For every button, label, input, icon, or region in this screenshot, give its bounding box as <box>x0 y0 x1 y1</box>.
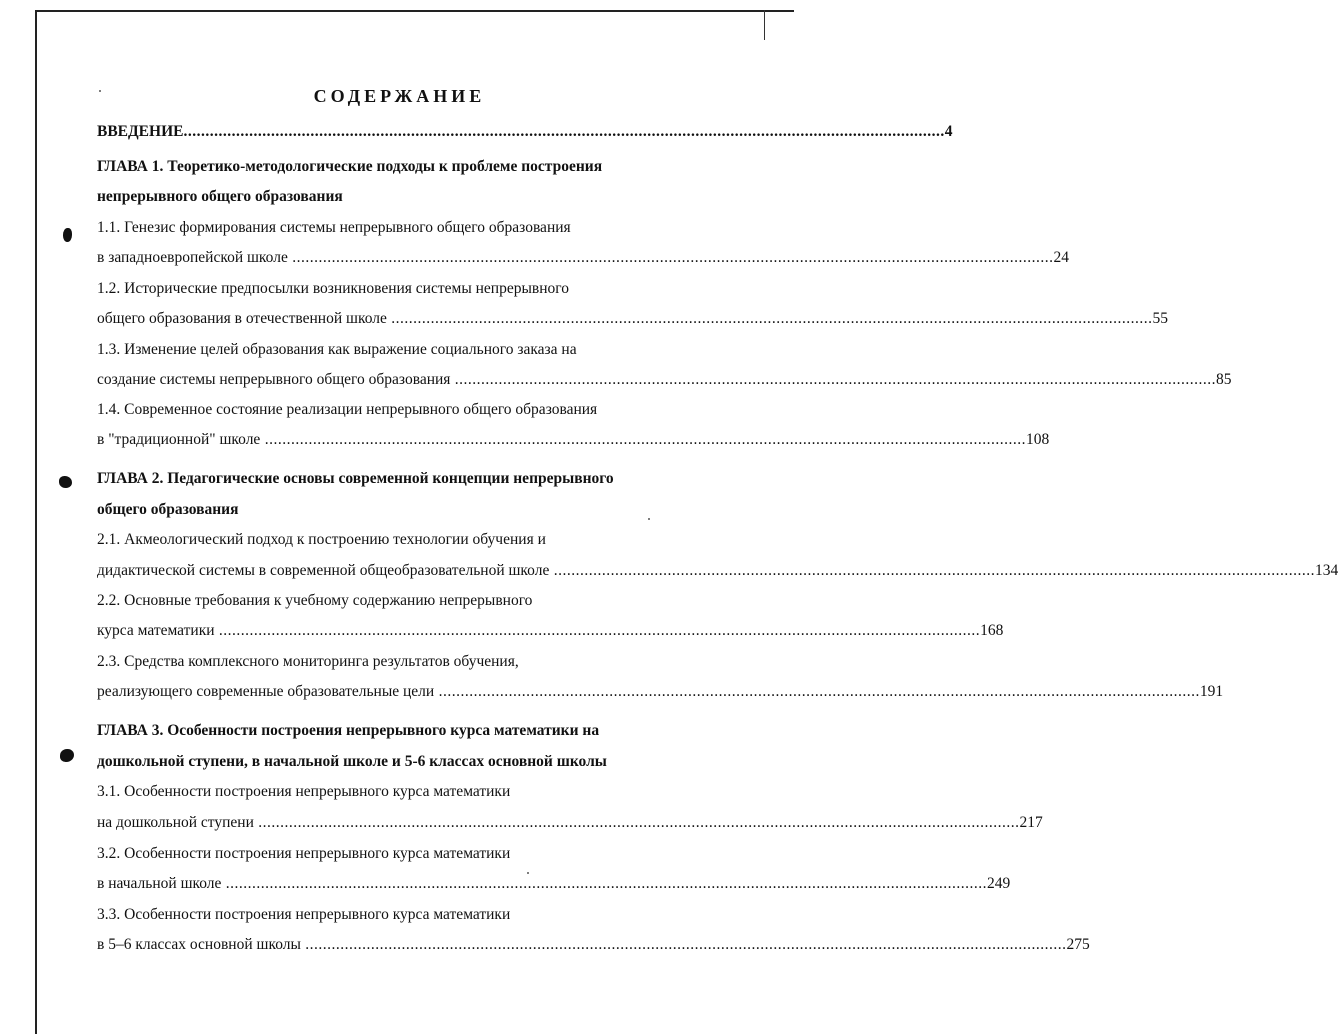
section-1-4-line1[interactable]: 1.4. Современное состояние реализации непрерывного общего образования <box>97 401 598 418</box>
chapter-1-heading-line1[interactable]: ГЛАВА 1. Теоретико-методологические подходы к проблеме построения <box>97 158 603 175</box>
scan-speck <box>648 518 650 520</box>
chapter-2-heading-line1[interactable]: ГЛАВА 2. Педагогические основы современной концепции непрерывного <box>97 470 614 487</box>
section-2-3-page: 191 <box>1199 683 1224 700</box>
section-2-1-line2[interactable]: дидактической системы в современной общеобразовательной школе .............................................................................................................................................................................. 134 <box>97 559 693 583</box>
scan-edge-right <box>764 10 765 40</box>
section-1-3-line2[interactable]: создание системы непрерывного общего образования .............................................................................................................................................................................. 85 <box>97 368 693 392</box>
section-2-3-line2[interactable]: реализующего современные образовательные цели .............................................................................................................................................................................. 191 <box>97 680 693 704</box>
section-3-3-page: 275 <box>1066 936 1090 953</box>
section-3-2-page: 249 <box>987 875 1011 892</box>
toc-intro-page: 4 <box>944 123 953 140</box>
section-1-1-page: 24 <box>1053 249 1069 266</box>
binder-mark-1 <box>63 228 72 242</box>
section-1-4-line2[interactable]: в "традиционной" школе .............................................................................................................................................................................. 108 <box>97 428 693 452</box>
section-1-2-line1[interactable]: 1.2. Исторические предпосылки возникновения системы непрерывного <box>97 280 569 297</box>
section-1-2-page: 55 <box>1152 310 1168 327</box>
section-2-2-line1[interactable]: 2.2. Основные требования к учебному содержанию непрерывного <box>97 592 533 609</box>
section-3-3-line2[interactable]: в 5–6 классах основной школы .............................................................................................................................................................................. 275 <box>97 933 693 957</box>
section-1-3-line1[interactable]: 1.3. Изменение целей образования как выражение социального заказа на <box>97 341 577 358</box>
chapter-1-heading-line2[interactable]: непрерывного общего образования <box>97 188 343 205</box>
section-3-1-line2[interactable]: на дошкольной ступени .............................................................................................................................................................................. 217 <box>97 811 693 835</box>
toc-title: СОДЕРЖАНИЕ <box>313 86 486 106</box>
section-2-1-line1[interactable]: 2.1. Акмеологический подход к построению технологии обучения и <box>97 531 546 548</box>
chapter-3-heading-line2[interactable]: дошкольной ступени, в начальной школе и 5-6 классах основной школы <box>97 753 607 770</box>
section-1-1-line1[interactable]: 1.1. Генезис формирования системы непрерывного общего образования <box>97 219 571 236</box>
toc-intro-entry[interactable]: ВВЕДЕНИЕ .............................................................................................................................................................................. 4 <box>97 120 693 144</box>
section-1-3-page: 85 <box>1216 371 1232 388</box>
section-3-2-line2[interactable]: в начальной школе .............................................................................................................................................................................. 249 <box>97 872 693 896</box>
toc-intro-label: ВВЕДЕНИЕ <box>97 123 184 140</box>
section-3-1-page: 217 <box>1019 814 1043 831</box>
section-2-2-line2[interactable]: курса математики .............................................................................................................................................................................. 168 <box>97 619 693 643</box>
section-1-2-line2[interactable]: общего образования в отечественной школе .............................................................................................................................................................................. 55 <box>97 307 693 331</box>
scan-speck <box>99 90 101 92</box>
section-2-3-line1[interactable]: 2.3. Средства комплексного мониторинга результатов обучения, <box>97 653 519 670</box>
section-3-3-line1[interactable]: 3.3. Особенности построения непрерывного курса математики <box>97 906 511 923</box>
scan-edge-top <box>36 10 794 12</box>
section-2-1-page: 134 <box>1314 562 1338 579</box>
section-1-1-line2[interactable]: в западноевропейской школе .............................................................................................................................................................................. 24 <box>97 246 693 270</box>
chapter-2-heading-line2[interactable]: общего образования <box>97 501 239 518</box>
section-3-1-line1[interactable]: 3.1. Особенности построения непрерывного курса математики <box>97 783 511 800</box>
section-2-2-page: 168 <box>980 622 1004 639</box>
section-3-2-line1[interactable]: 3.2. Особенности построения непрерывного курса математики <box>97 845 511 862</box>
binder-mark-2 <box>59 476 72 488</box>
scan-speck <box>527 872 529 874</box>
chapter-3-heading-line1[interactable]: ГЛАВА 3. Особенности построения непрерывного курса математики на <box>97 722 600 739</box>
scan-edge-left <box>35 10 37 1034</box>
section-1-4-page: 108 <box>1025 431 1050 448</box>
binder-mark-3 <box>60 749 74 762</box>
